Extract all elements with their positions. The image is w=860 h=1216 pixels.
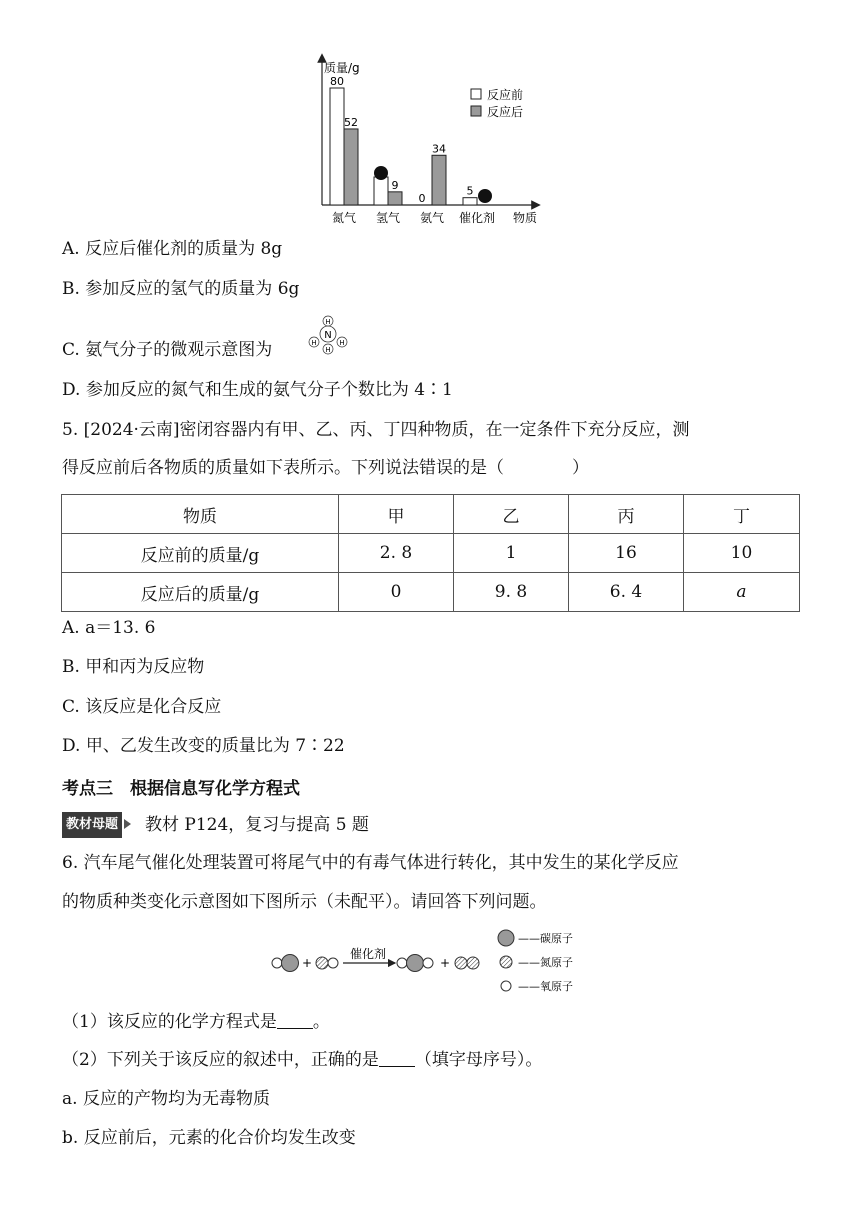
table-cell: a [684,573,800,612]
co2-molecule [397,955,433,972]
bar-after-0 [344,129,358,205]
q4-option-c-text: C. 氨气分子的微观示意图为 [62,340,273,360]
category-label: 氮气 [331,211,357,225]
table-cell: 10 [684,534,800,573]
data-label: 80 [330,75,344,88]
table-cell: 6. 4 [569,573,684,612]
answer-blank[interactable] [379,1050,415,1067]
table-cell: 1 [454,534,569,573]
q5-mass-table [61,494,800,612]
atom-h-right: H [339,339,345,347]
q4-option-a: A. 反应后催化剂的质量为 8g [62,239,283,259]
category-label: 氨气 [419,211,445,225]
atom-h-left: H [311,339,317,347]
legend-label-before: 反应前 [487,88,524,102]
legend-carbon-label: ——碳原子 [518,932,573,945]
table-header-row [62,495,800,534]
data-label: 34 [432,142,446,156]
section-title: 考点三 根据信息写化学方程式 [62,779,300,799]
q6-option-a: a. 反应的产物均为无毒物质 [62,1089,270,1109]
x-axis-label: 物质 [513,211,538,225]
q6-stem-line1: 6. 汽车尾气催化处理装置可将尾气中的有毒气体进行转化，其中发生的某化学反应 [62,853,679,873]
play-triangle-icon [124,819,131,829]
table-cell: 甲 [339,495,454,534]
table-cell: 丁 [684,495,800,534]
svg-text:+: + [302,956,313,970]
table-row [62,534,800,573]
q4-option-c [62,338,272,362]
legend-carbon-atom [498,930,514,946]
atom-n: N [324,330,332,341]
q6-option-b: b. 反应前后，元素的化合价均发生改变 [62,1128,356,1148]
q5-option-b: B. 甲和丙为反应物 [62,657,205,677]
table-cell: 9. 8 [454,573,569,612]
table-cell: 丙 [569,495,684,534]
textbook-text: 教材 P124，复习与提高 5 题 [145,815,369,835]
q5-option-a: A. a＝13. 6 [62,618,156,638]
q6-sub2-end: （填字母序号）。 [414,1050,543,1070]
data-label: 9 [391,178,399,192]
q5-option-c: C. 该反应是化合反应 [62,697,222,717]
legend-label-after: 反应后 [487,105,524,119]
q5-stem-line1: 5. [2024·云南]密闭容器内有甲、乙、丙、丁四种物质，在一定条件下充分反应，测 [62,420,690,440]
ammonia-molecule-diagram [304,314,352,356]
textbook-reference [62,812,369,838]
bar-before-1 [374,177,388,205]
table-cell: 0 [339,573,454,612]
category-label: 氢气 [375,211,401,225]
mass-bar-chart [300,52,560,228]
q6-sub2 [62,1048,542,1072]
y-axis-label: 质量/g [324,61,360,75]
q4-option-d: D. 参加反应的氮气和生成的氨气分子个数比为 4∶1 [62,380,453,400]
q6-sub2-text: （2）下列关于该反应的叙述中，正确的是 [62,1050,379,1070]
table-cell: 乙 [454,495,569,534]
hidden-value-dot-catalyst [478,189,492,203]
legend-nitrogen-atom [500,956,512,968]
q6-sub1-text: （1）该反应的化学方程式是 [62,1012,277,1032]
table-row [62,573,800,612]
atom-h-top: H [325,318,331,326]
data-label: 52 [344,115,358,129]
legend-oxygen-atom [501,981,511,991]
q6-sub1 [62,1010,330,1034]
n2-molecule [455,957,479,969]
q6-sub1-end: 。 [312,1012,330,1032]
answer-blank[interactable] [277,1012,313,1029]
table-cell: 物质 [62,495,339,534]
q5-stem-line2: 得反应前后各物质的质量如下表所示。下列说法错误的是（ ） [62,458,589,478]
bar-after-1 [388,192,402,205]
table-cell: 16 [569,534,684,573]
legend-nitrogen-label: ——氮原子 [518,956,573,969]
data-label: 5 [466,184,474,198]
bar-before-3 [463,198,477,205]
table-cell: 反应后的质量/g [62,573,339,612]
co-molecule [272,955,299,972]
q4-option-b: B. 参加反应的氢气的质量为 6g [62,279,300,299]
q5-option-d: D. 甲、乙发生改变的质量比为 7∶22 [62,736,345,756]
hidden-value-dot-hydrogen [374,166,388,180]
textbook-tag: 教材母题 [62,812,122,838]
bar-after-2 [432,155,446,205]
data-label: 0 [418,192,426,205]
table-cell: 反应前的质量/g [62,534,339,573]
bar-before-0 [330,88,344,205]
legend-swatch-after [471,106,481,116]
atom-h-bottom: H [325,346,331,354]
reaction-diagram [268,926,598,998]
table-cell: 2. 8 [339,534,454,573]
svg-text:+: + [440,956,451,970]
no-molecule [316,957,338,969]
q6-stem-line2: 的物质种类变化示意图如下图所示（未配平）。请回答下列问题。 [62,892,547,912]
catalyst-label: 催化剂 [349,947,387,961]
category-label: 催化剂 [458,211,496,225]
legend-oxygen-label: ——氧原子 [518,980,573,993]
legend-swatch-before [471,89,481,99]
